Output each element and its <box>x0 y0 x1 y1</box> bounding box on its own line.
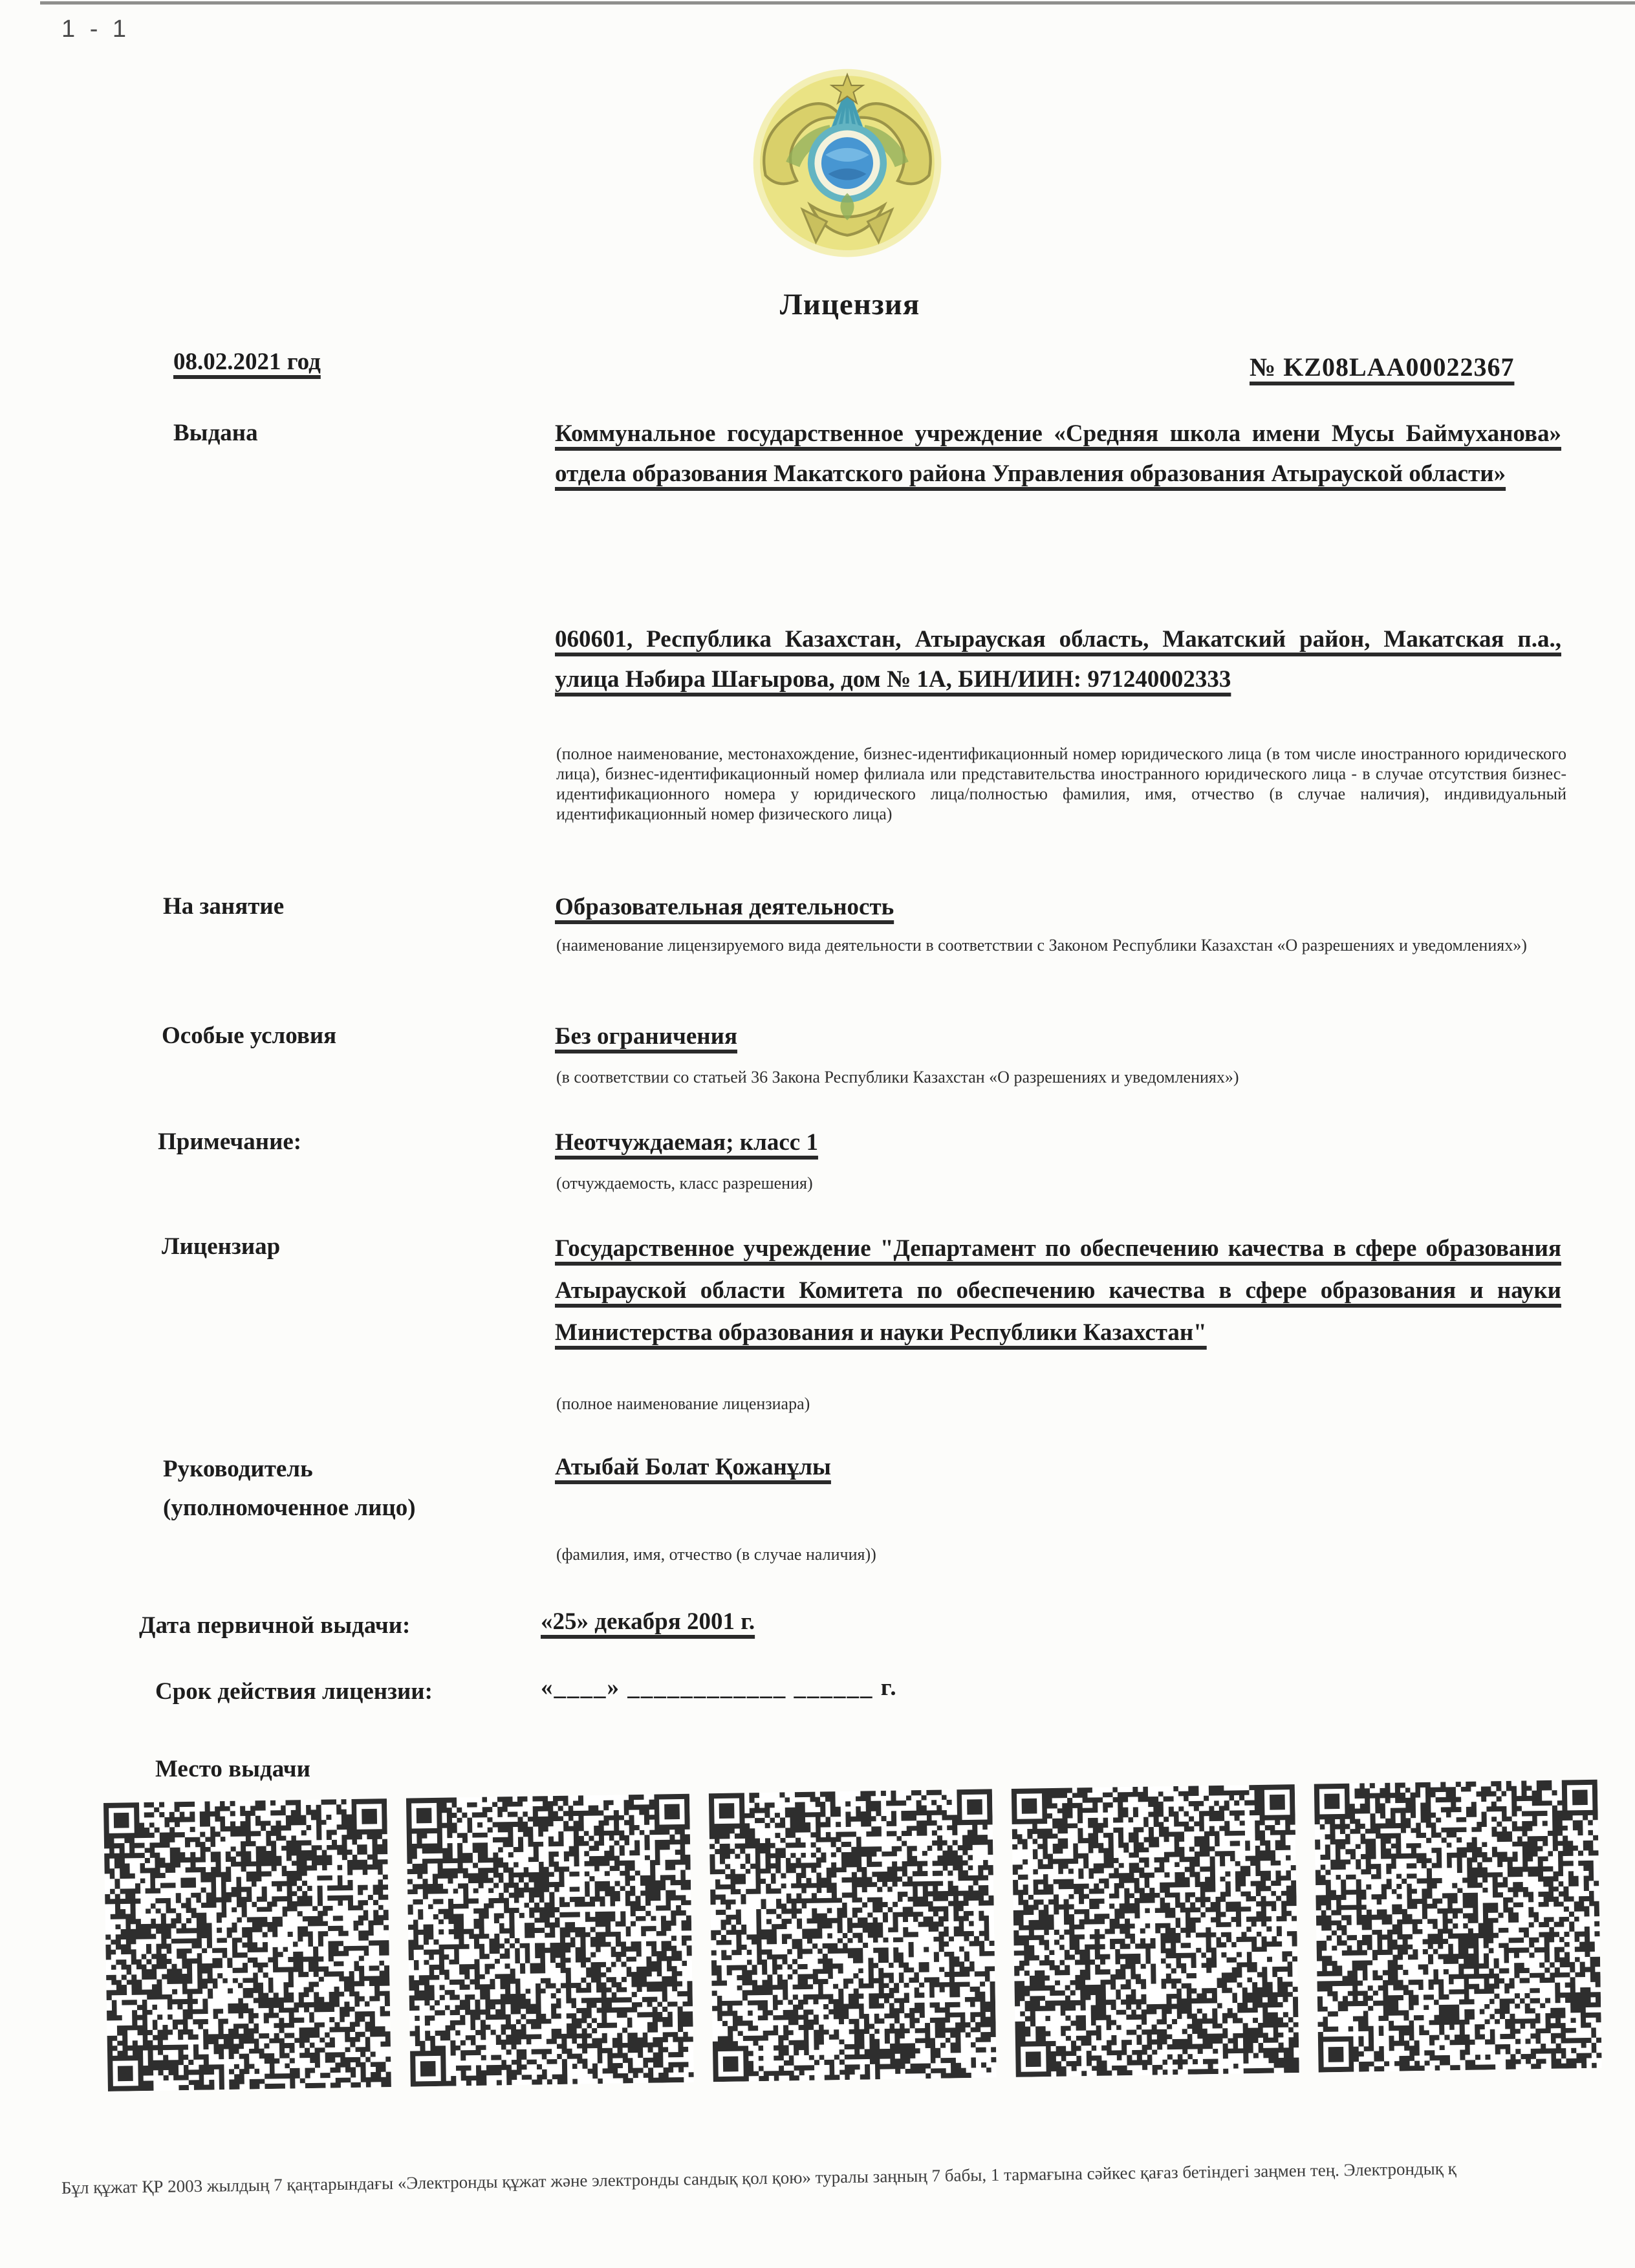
license-number: № KZ08LAA00022367 <box>1250 352 1515 382</box>
page-number: 1 - 1 <box>61 16 131 43</box>
place-of-issue-label: Место выдачи <box>155 1756 310 1782</box>
head-footnote: (фамилия, имя, отчество (в случае наличия)) <box>556 1545 876 1564</box>
special-conditions-label: Особые условия <box>162 1022 337 1049</box>
head-value: Атыбай Болат Қожанұлы <box>555 1454 831 1480</box>
remark-label: Примечание: <box>158 1129 302 1155</box>
issued-to-footnote: (полное наименование, местонахождение, бизнес-идентификационный номер юридического лица (в том числе иностранного юридического лица), бизнес-идентификационный номер филиала или представительства иностранного юридического лица - в случае отсутствия бизнес-идентификационного номера у юридического лица/полностью фамилия, имя, отчество (в случае наличия), индивидуальный идентификационный номер физического лица) <box>556 744 1566 823</box>
head-label-line1: Руководитель <box>163 1456 313 1482</box>
licensor-footnote: (полное наименование лицензиара) <box>556 1394 810 1413</box>
activity-label: На занятие <box>163 893 285 920</box>
kazakhstan-coat-of-arms-icon <box>745 59 949 264</box>
validity-label: Срок действия лицензии: <box>155 1678 433 1705</box>
document-title: Лицензия <box>779 288 920 321</box>
licensor-value: Государственное учреждение "Департамент по обеспечению качества в сфере образования Атырауской области Комитета по обеспечению качества в сфере образования и науки Министерства образования и науки Республики Казахстан" <box>555 1235 1561 1346</box>
scan-artifact-top-line <box>40 1 1635 5</box>
issued-to-value: Коммунальное государственное учреждение «Средняя школа имени Мусы Баймуханова» отдела образования Макатского района Управления образования Атырауской области» <box>555 420 1561 487</box>
qr-code <box>709 1789 997 2082</box>
qr-code <box>103 1798 391 2091</box>
qr-code <box>1314 1780 1602 2073</box>
qr-code <box>406 1794 694 2087</box>
remark-value: Неотчуждаемая; класс 1 <box>555 1129 818 1156</box>
validity-value: «____» ____________ ______ г. <box>541 1674 898 1701</box>
activity-footnote: (наименование лицензируемого вида деятельности в соответствии с Законом Республики Казахстан «О разрешениях и уведомлениях») <box>556 936 1527 955</box>
issued-to-address: 060601, Республика Казахстан, Атырауская область, Макатский район, Макатская п.а., улица Нәбира Шағырова, дом № 1А, БИН/ИИН: 971240002333 <box>555 626 1561 693</box>
head-label <box>163 1450 551 1528</box>
qr-code <box>1012 1784 1299 2077</box>
remark-footnote: (отчуждаемость, класс разрешения) <box>556 1174 813 1193</box>
licensor-label: Лицензиар <box>162 1233 281 1260</box>
qr-code-row <box>103 1779 1634 2101</box>
first-issue-date-value: «25» декабря 2001 г. <box>541 1608 755 1635</box>
issued-to-label: Выдана <box>173 420 258 446</box>
first-issue-date-label: Дата первичной выдачи: <box>139 1612 411 1639</box>
special-conditions-value: Без ограничения <box>555 1023 737 1050</box>
footer-legal-note: Бұл құжат ҚР 2003 жылдың 7 қаңтарындағы «Электронды құжат және электронды сандық қол қою» туралы заңның 7 бабы, 1 тармағына сәйкес қағаз бетіндегі заңмен тең. Электрондық қ <box>61 2158 1456 2198</box>
special-conditions-footnote: (в соответствии со статьей 36 Закона Республики Казахстан «О разрешениях и уведомлениях») <box>556 1068 1239 1086</box>
head-label-line2: (уполномоченное лицо) <box>163 1495 416 1521</box>
activity-value: Образовательная деятельность <box>555 894 894 920</box>
issue-date: 08.02.2021 год <box>173 349 321 375</box>
